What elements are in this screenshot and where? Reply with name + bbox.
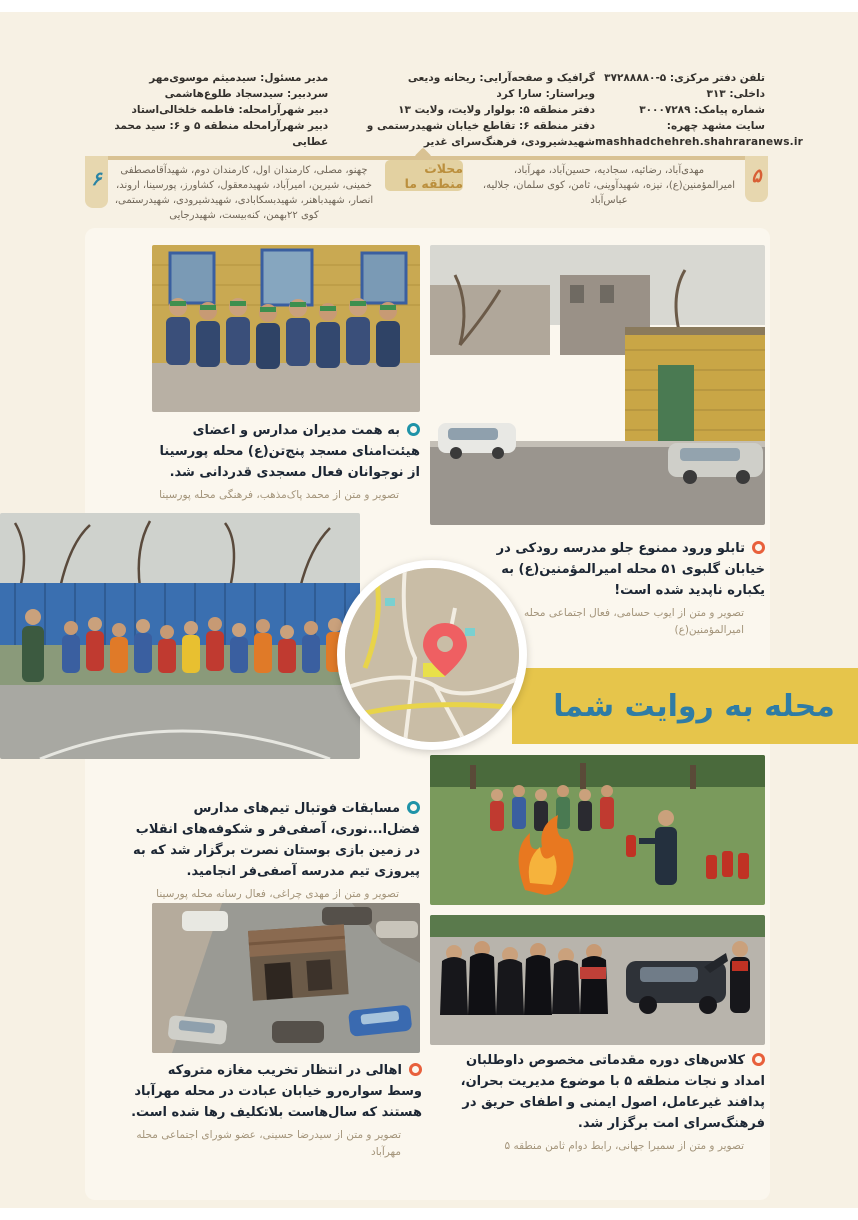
story-text: تابلو ورود ممنوع جلو مدرسه رودکی در خیابان گلبوی ۵۱ محله امیرالمؤمنین(ع) به یکباره ناپدید شده است! — [496, 541, 765, 599]
region5-neighborhood-list: مهدی‌آباد، رضائیه، سجادیه، حسین‌آباد، مهرآباد، امیرالمؤمنین(ع)، نیزه، شهیدآوینی، ثامن، کوی سلمان، جلالیه، عباس‌آباد — [482, 165, 736, 206]
story-caption — [152, 420, 420, 504]
phone-line: تلفن دفتر مرکزی: ۵-۳۷۲۸۸۸۸۰ داخلی: ۳۱۳ — [604, 72, 765, 100]
story-text: کلاس‌های دوره مقدماتی مخصوص داوطلبان امداد و نجات منطقه ۵ با موضوع مدیریت بحران، پدافند غیرعامل، اصول ایمنی و اطفای حریق در فرهنگ‌سرای امت برگزار شد. — [460, 1053, 765, 1132]
story-bullet-icon — [752, 541, 765, 554]
story-caption — [130, 1060, 422, 1161]
site-label: سایت مشهد چهره: — [666, 120, 765, 132]
masthead-production-column — [328, 70, 595, 150]
region6-number: ۶ — [91, 168, 102, 190]
credit-line: سردبیر: سیدسجاد طلوع‌هاشمی — [164, 88, 329, 100]
credit-line: دفتر منطقه ۶: تقاطع خیابان شهیدرستمی و شهیدشیرودی، فرهنگ‌سرای غدیر — [366, 120, 595, 148]
story-credit: تصویر و متن از مهدی چراغی، فعال رسانه محله پورسینا — [156, 888, 399, 901]
section-banner-title: محله به روایت شما — [553, 688, 835, 724]
story-credit: تصویر و متن از محمد پاک‌مذهب، فرهنگی محله پورسینا — [159, 489, 399, 502]
story-caption — [458, 1050, 765, 1155]
credit-line: مدیر مسئول: سیدمیثم موسوی‌مهر — [149, 72, 329, 84]
photo-abandoned-shop — [152, 903, 420, 1053]
story-bullet-icon — [409, 1063, 422, 1076]
site-url-link[interactable]: mashhadchehreh.shahraranews.ir — [595, 136, 804, 148]
credit-line: دفتر منطقه ۵: بولوار ولایت، ولایت ۱۳ — [398, 104, 595, 116]
region6-neighborhood-list: چهنو، مصلی، کارمندان اول، کارمندان دوم، شهیدآقامصطفی خمینی، شیرین، امیرآباد، شهیدمعقول، کشاورز، پورسینا، اروند، انصار، شهیدباهنر، شهیدبسکابادی، شهیدشیرودی، شهیدرستمی، کوی ۲۲بهمن، کنه‌بیست، شهیدرجایی — [114, 165, 374, 221]
photo-students-ceremony — [152, 245, 420, 412]
section-banner — [512, 668, 858, 744]
masthead — [90, 70, 804, 150]
credit-line: ویراستار: سارا کرد — [496, 88, 595, 100]
region5-number: ۵ — [751, 165, 762, 187]
story-credit: تصویر و متن از ایوب حسامی، فعال اجتماعی محله امیرالمؤمنین(ع) — [524, 607, 744, 636]
photo-training-demo — [430, 915, 765, 1045]
story-text: به همت مدیران مدارس و اعضای هیئت‌امنای مسجد پنج‌تن(ع) محله پورسینا از نوجوانان فعال مسجدی قدردانی شد. — [159, 423, 420, 481]
regions-tab: محلات منطقه ما — [385, 160, 463, 191]
story-bullet-icon — [407, 423, 420, 436]
story-credit: تصویر و متن از سیدرضا حسینی، عضو شورای اجتماعی محله مهرآباد — [136, 1129, 401, 1158]
photo-street-school-wall — [430, 245, 765, 525]
story-caption — [130, 798, 420, 903]
credit-line: دبیر شهرآرامحله: فاطمه خلخالی‌استاد — [131, 104, 329, 116]
credit-line: گرافیک و صفحه‌آرایی: ریحانه ودیعی — [407, 72, 595, 84]
masthead-contact-column — [595, 70, 804, 150]
photo-fire-drill — [430, 755, 765, 905]
photo-football-teams — [0, 513, 360, 759]
story-bullet-icon — [752, 1053, 765, 1066]
story-text: اهالی در انتظار تخریب مغازه متروکه وسط سواره‌رو خیابان عبادت در محله مهرآباد هستند که سال‌هاست بلاتکلیف رها شده است. — [131, 1063, 422, 1121]
neighborhood-map — [337, 560, 527, 750]
story-bullet-icon — [407, 801, 420, 814]
sms-line: شماره پیامک: ۳۰۰۰۷۲۸۹ — [639, 104, 765, 116]
story-text: مسابقات فوتبال تیم‌های مدارس فضل‌ا...نوری، آصفی‌فر و شکوفه‌های انقلاب در زمین بازی بوستان نصرت برگزار شد که به پیروزی تیم مدرسه آصفی‌فر انجامید. — [132, 801, 420, 880]
masthead-staff-column — [90, 70, 328, 150]
credit-line: دبیر شهرآرامحله منطقه ۵ و ۶: سید محمد عطایی — [114, 120, 329, 148]
story-credit: تصویر و متن از سمیرا جهانی، رابط دوام ثامن منطقه ۵ — [504, 1140, 744, 1153]
